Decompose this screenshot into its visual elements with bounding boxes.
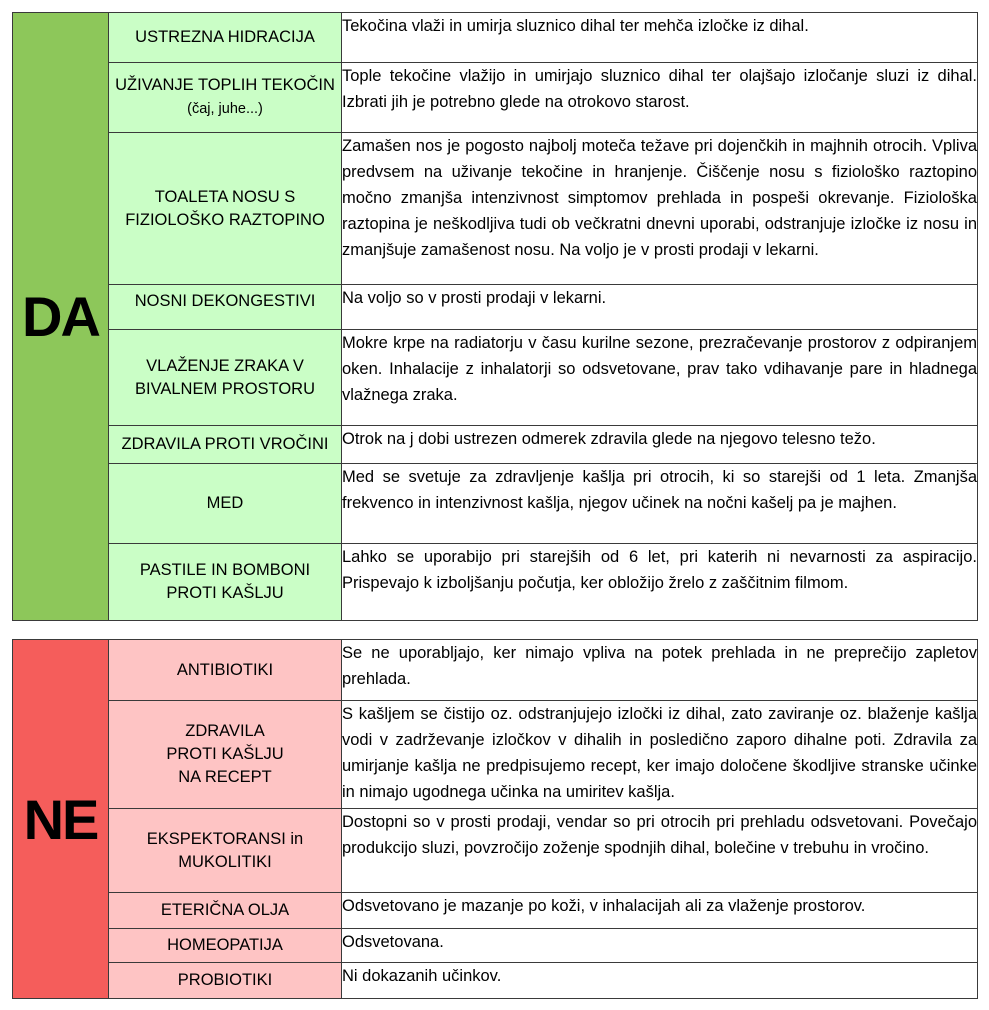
ne-row-5-name: PROBIOTIKI [109, 963, 342, 999]
da-row-6-text: Med se svetuje za zdravljenje kašlja pri otrocih, ki so starejši od 1 leta. Zmanjša frekvenco in intenzivnost kašlja, njegov učinek na nočni kašelj pa je majhen. [342, 464, 978, 544]
da-row-0-name: USTREZNA HIDRACIJA [109, 13, 342, 63]
ne-row-0-text: Se ne uporabljajo, ker nimajo vpliva na potek prehlada in ne preprečijo zapletov prehlada. [342, 640, 978, 701]
not-recommended-table [12, 639, 978, 999]
ne-row-4-name: HOMEOPATIJA [109, 929, 342, 963]
da-row-2-name: TOALETA NOSU S FIZIOLOŠKO RAZTOPINO [109, 133, 342, 285]
da-row-4-text: Mokre krpe na radiatorju v času kurilne sezone, prezračevanje prostorov z odpiranjem oken. Inhalacije z inhalatorji so odsvetovane, prav tako vdihavanje pare in hladnega vlažnega zraka. [342, 330, 978, 426]
ne-label: NE [13, 640, 109, 999]
da-row-1-sub: (čaj, juhe...) [187, 101, 263, 117]
da-row-6-name: MED [109, 464, 342, 544]
da-row-2-text: Zamašen nos je pogosto najbolj moteča težave pri dojenčkih in majhnih otrocih. Vpliva predvsem na uživanje tekočine in hranjenje. Čiščenje nosu s fiziološko raztopino močno zmanjša intenzivnost simptomov prehlada in pospeši okrevanje. Fiziološka raztopina je neškodljiva tudi ob večkratni dnevni uporabi, odstranjuje izločke iz nosu in zmanjšuje zamašenost nosu. Na voljo je v prosti prodaji v lekarni. [342, 133, 978, 285]
da-row-5-name: ZDRAVILA PROTI VROČINI [109, 426, 342, 464]
da-row-7-name: PASTILE IN BOMBONI PROTI KAŠLJU [109, 544, 342, 621]
recommended-table [12, 12, 978, 621]
da-row-0-text: Tekočina vlaži in umirja sluznico dihal ter mehča izločke iz dihal. [342, 13, 978, 63]
da-row-1-name: UŽIVANJE TOPLIH TEKOČIN [115, 76, 335, 94]
da-row-3-name: NOSNI DEKONGESTIVI [109, 285, 342, 330]
ne-row-2-name: EKSPEKTORANSI in MUKOLITIKI [109, 809, 342, 893]
da-row-7-text: Lahko se uporabijo pri starejših od 6 let, pri katerih ni nevarnosti za aspiracijo. Prispevajo k izboljšanju počutja, ker obložijo žrelo z zaščitnim filmom. [342, 544, 978, 621]
ne-row-5-text: Ni dokazanih učinkov. [342, 963, 978, 999]
da-label: DA [13, 13, 109, 621]
da-row-4-name: VLAŽENJE ZRAKA V BIVALNEM PROSTORU [109, 330, 342, 426]
ne-row-1-text: S kašljem se čistijo oz. odstranjujejo izločki iz dihal, zato zaviranje oz. blaženje kašlja vodi v zadrževanje izločkov v dihalih in posledično zaporo dihalne poti. Zdravila za umirjanje kašlja ne predpisujemo recept, ker imajo določene škodljive stranske učinke in nimajo ugodnega učinka na umiritev kašlja. [342, 701, 978, 809]
ne-row-3-text: Odsvetovano je mazanje po koži, v inhalacijah ali za vlaženje prostorov. [342, 893, 978, 929]
da-row-5-text: Otrok na j dobi ustrezen odmerek zdravila glede na njegovo telesno težo. [342, 426, 978, 464]
ne-row-4-text: Odsvetovana. [342, 929, 978, 963]
ne-row-2-text: Dostopni so v prosti prodaji, vendar so pri otrocih pri prehladu odsvetovani. Povečajo produkcijo sluzi, povzročijo zoženje spodnjih dihal, bolečine v trebuhu in vročino. [342, 809, 978, 893]
da-row-3-text: Na voljo so v prosti prodaji v lekarni. [342, 285, 978, 330]
da-row-1-text: Tople tekočine vlažijo in umirjajo sluznico dihal ter olajšajo izločanje sluzi iz dihal. Izbrati jih je potrebno glede na otrokovo starost. [342, 63, 978, 133]
da-row-1-cell [109, 63, 342, 133]
ne-row-1-name: ZDRAVILA PROTI KAŠLJU NA RECEPT [109, 701, 342, 809]
ne-row-3-name: ETERIČNA OLJA [109, 893, 342, 929]
ne-row-0-name: ANTIBIOTIKI [109, 640, 342, 701]
